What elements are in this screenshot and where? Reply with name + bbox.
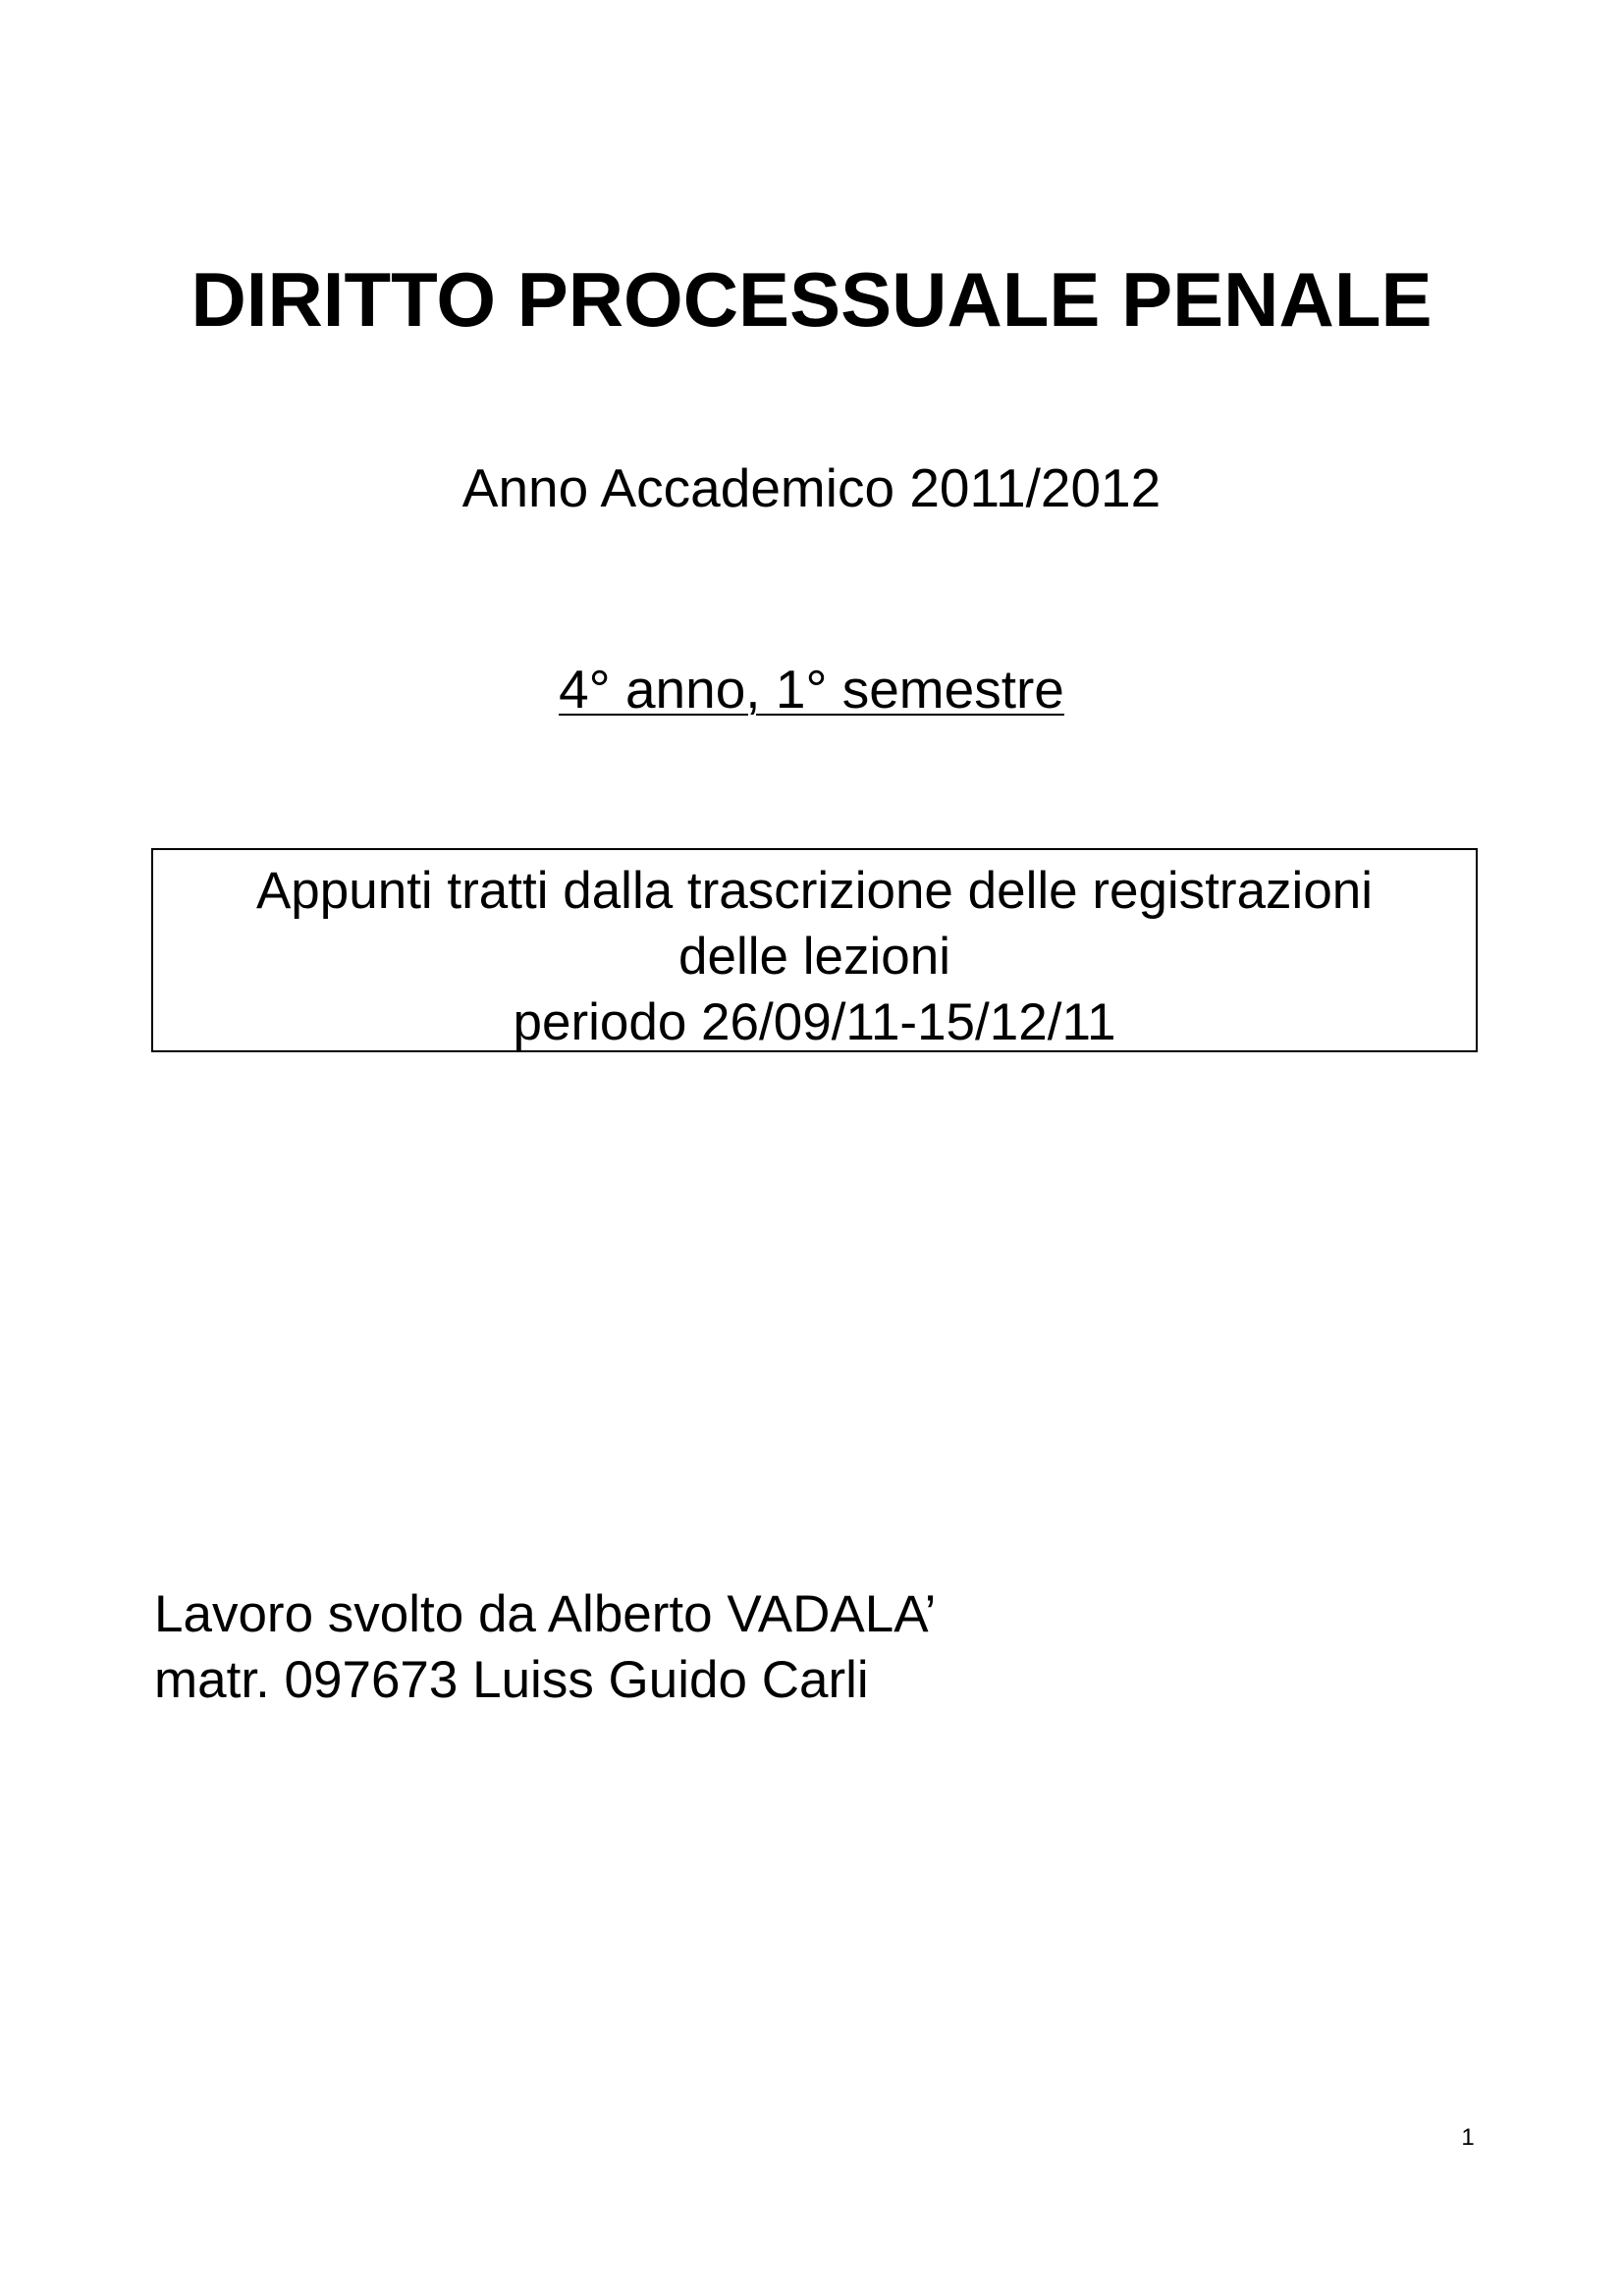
author-line-2: matr. 097673 Luiss Guido Carli [154, 1651, 869, 1709]
notes-box [151, 848, 1478, 1052]
author-line-1: Lavoro svolto da Alberto VADALA’ [154, 1585, 937, 1643]
page-number: 1 [1461, 2124, 1475, 2151]
author-block [154, 1581, 936, 1713]
document-title: DIRITTO PROCESSUALE PENALE [190, 256, 1433, 343]
semester-text: 4° anno, 1° semestre [559, 659, 1064, 720]
semester-line [0, 655, 1623, 723]
notes-line-3: periodo 26/09/11-15/12/11 [513, 993, 1116, 1051]
notes-line-2: delle lezioni [678, 928, 950, 986]
academic-year: Anno Accademico 2011/2012 [461, 457, 1162, 518]
notes-line-1: Appunti tratti dalla trascrizione delle registrazioni [255, 862, 1374, 920]
